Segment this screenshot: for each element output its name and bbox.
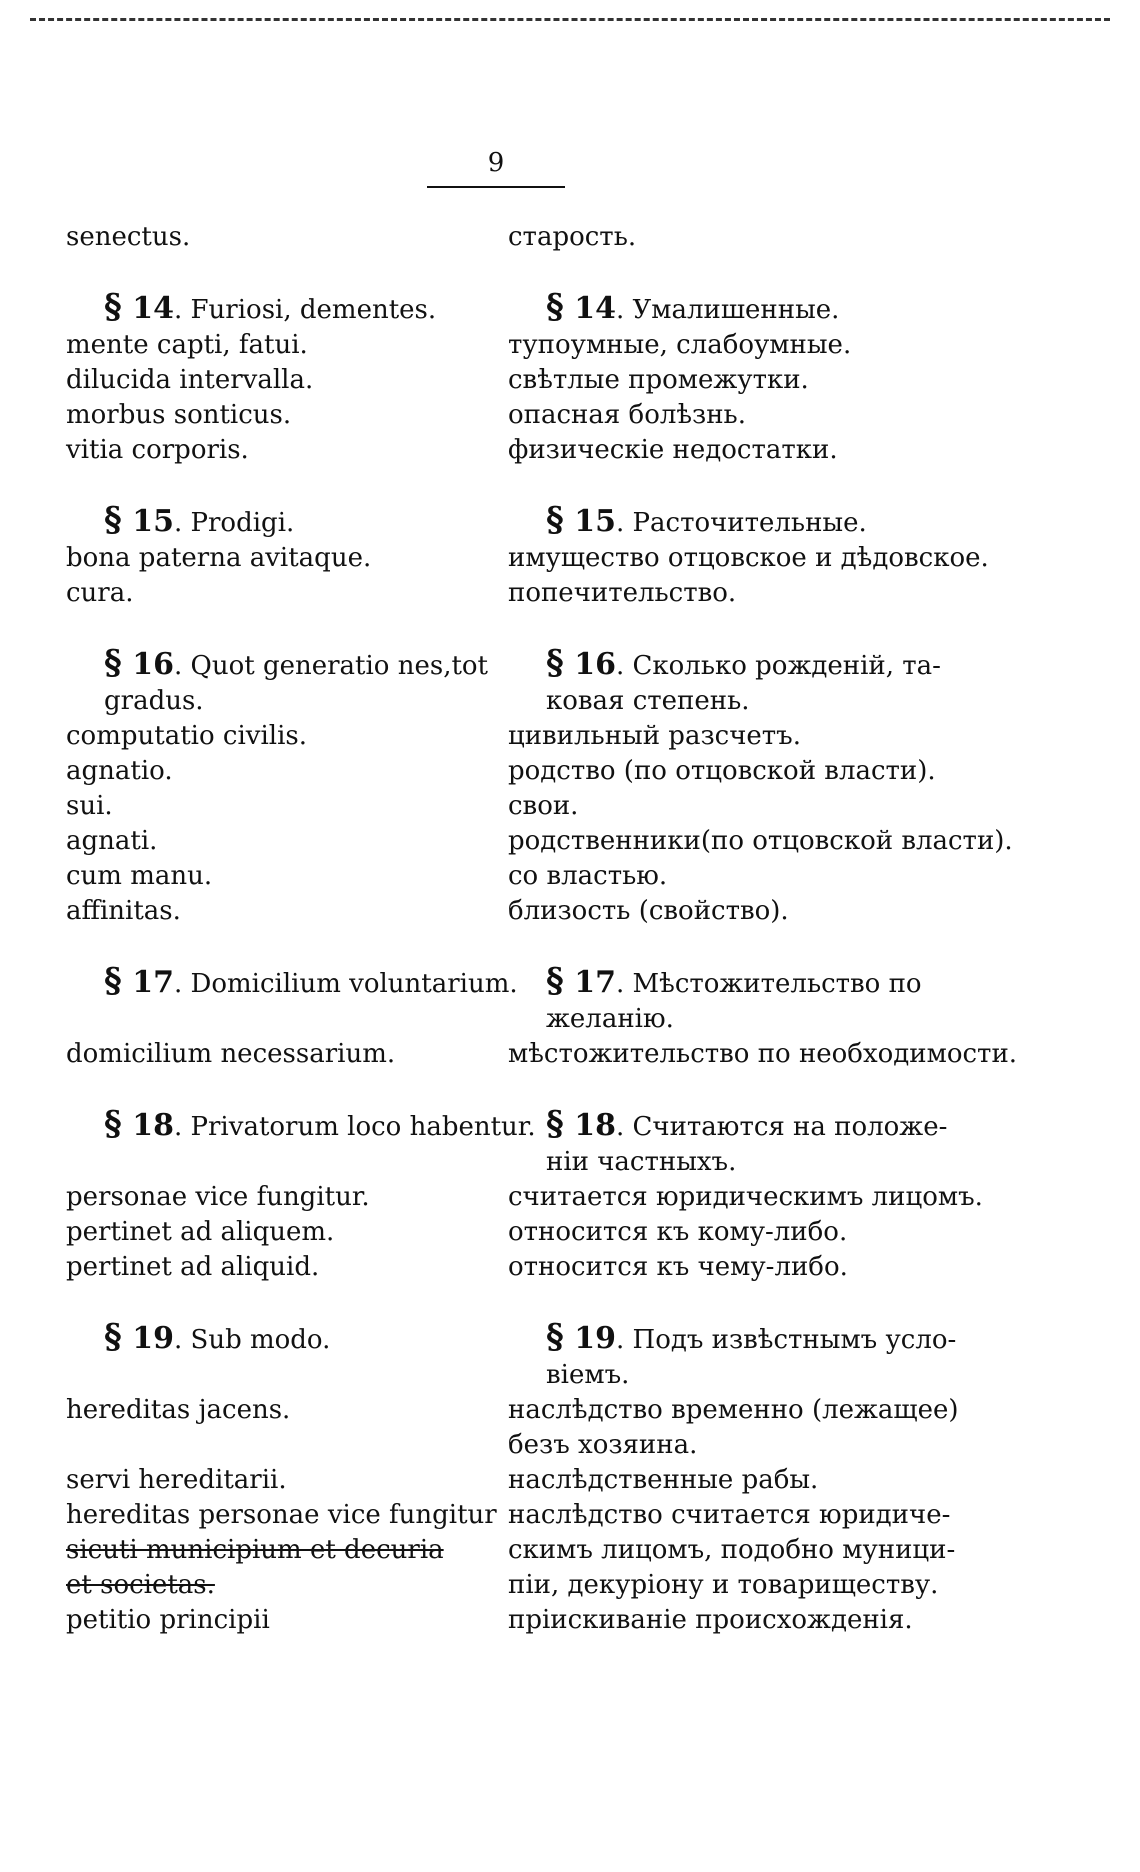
page-number: 9 bbox=[427, 148, 565, 188]
section-title: . Domicilium voluntarium. bbox=[173, 969, 518, 999]
russian-term: скимъ лицомъ, подобно муници- bbox=[508, 1535, 956, 1565]
latin-block bbox=[66, 643, 506, 929]
latin-block bbox=[66, 1317, 506, 1638]
latin-block bbox=[66, 500, 506, 611]
russian-term: со властью. bbox=[508, 861, 668, 891]
russian-block bbox=[508, 643, 1013, 929]
russian-term: близость (свойство). bbox=[508, 896, 789, 926]
section-title: . Sub modo. bbox=[173, 1325, 331, 1355]
russian-block bbox=[508, 287, 934, 468]
section-number: 17 bbox=[563, 965, 616, 1000]
latin-term: vitia corporis. bbox=[66, 435, 249, 465]
latin-column bbox=[66, 220, 536, 1638]
latin-term: cura. bbox=[66, 578, 134, 608]
section-title-continued: желанію. bbox=[546, 1004, 674, 1034]
section-heading bbox=[66, 500, 506, 541]
section-sign: § bbox=[104, 500, 122, 540]
russian-term: цивильный разсчетъ. bbox=[508, 721, 801, 751]
latin-term: bona paterna avitaque. bbox=[66, 543, 372, 573]
russian-term: пріискиваніе происхожденія. bbox=[508, 1605, 913, 1635]
russian-term: наслѣдство считается юридиче- bbox=[508, 1500, 951, 1530]
latin-term: cum manu. bbox=[66, 861, 213, 891]
latin-block bbox=[66, 1104, 536, 1285]
latin-block bbox=[66, 961, 518, 1072]
latin-term: affinitas. bbox=[66, 896, 181, 926]
latin-term: agnatio. bbox=[66, 756, 173, 786]
section-title-continued: віемъ. bbox=[546, 1360, 630, 1390]
russian-block bbox=[508, 220, 934, 255]
latin-term: senectus. bbox=[66, 222, 191, 252]
latin-term: dilucida intervalla. bbox=[66, 365, 314, 395]
latin-term: domicilium necessarium. bbox=[66, 1039, 396, 1069]
section-title-continued: ніи частныхъ. bbox=[546, 1147, 737, 1177]
section-heading bbox=[508, 1104, 948, 1145]
section-heading bbox=[508, 961, 934, 1002]
latin-term: mente capti, fatui. bbox=[66, 330, 308, 360]
latin-term: petitio principii bbox=[66, 1605, 270, 1635]
latin-term bbox=[66, 1428, 506, 1463]
section-title: . Подъ извѣстнымъ усло- bbox=[615, 1325, 957, 1355]
latin-term: pertinet ad aliquem. bbox=[66, 1217, 335, 1247]
section-number: 18 bbox=[563, 1108, 616, 1143]
russian-term: относится къ чему-либо. bbox=[508, 1252, 848, 1282]
section-sign: § bbox=[546, 1317, 564, 1357]
section-heading bbox=[508, 287, 934, 328]
top-rule bbox=[30, 18, 1110, 21]
section-title-continued: gradus. bbox=[104, 686, 204, 716]
struck-through-text: et societas. bbox=[66, 1570, 215, 1600]
russian-column bbox=[508, 220, 1018, 1638]
section-sign: § bbox=[104, 961, 122, 1001]
section-number: 17 bbox=[121, 965, 174, 1000]
russian-block bbox=[508, 1317, 959, 1638]
latin-term bbox=[66, 1002, 506, 1037]
section-heading bbox=[508, 643, 941, 684]
section-sign: § bbox=[104, 643, 122, 683]
section-title: . Privatorum loco habentur. bbox=[173, 1112, 536, 1142]
section-number: 14 bbox=[121, 291, 174, 326]
section-number: 16 bbox=[121, 647, 174, 682]
russian-block bbox=[508, 961, 1018, 1072]
section-heading bbox=[66, 643, 506, 684]
section-number: 19 bbox=[121, 1321, 174, 1356]
section-heading bbox=[66, 1317, 506, 1358]
russian-term: свѣтлые промежутки. bbox=[508, 365, 809, 395]
latin-term: servi hereditarii. bbox=[66, 1465, 287, 1495]
russian-term: родственники(по отцовской власти). bbox=[508, 826, 1013, 856]
section-title: . Умалишенные. bbox=[615, 295, 840, 325]
latin-term bbox=[66, 1145, 506, 1180]
section-title: . Prodigi. bbox=[173, 508, 295, 538]
latin-term: sui. bbox=[66, 791, 113, 821]
section-number: 15 bbox=[121, 504, 174, 539]
latin-term bbox=[66, 1358, 506, 1393]
section-sign: § bbox=[104, 1104, 122, 1144]
russian-term: тупоумные, слабоумные. bbox=[508, 330, 852, 360]
section-sign: § bbox=[546, 500, 564, 540]
russian-term: считается юридическимъ лицомъ. bbox=[508, 1182, 983, 1212]
latin-term: agnati. bbox=[66, 826, 158, 856]
russian-term: родство (по отцовской власти). bbox=[508, 756, 936, 786]
section-title: . Furiosi, dementes. bbox=[173, 295, 437, 325]
section-sign: § bbox=[546, 643, 564, 683]
russian-term: свои. bbox=[508, 791, 579, 821]
latin-term: computatio civilis. bbox=[66, 721, 308, 751]
russian-term: физическіе недостатки. bbox=[508, 435, 838, 465]
section-title: . Считаются на положе- bbox=[615, 1112, 948, 1142]
section-number: 15 bbox=[563, 504, 616, 539]
russian-block bbox=[508, 500, 989, 611]
section-sign: § bbox=[104, 1317, 122, 1357]
struck-through-text: sicuti municipium et decuria bbox=[66, 1535, 444, 1565]
section-number: 19 bbox=[563, 1321, 616, 1356]
russian-term: имущество отцовское и дѣдовское. bbox=[508, 543, 989, 573]
russian-term: попечительство. bbox=[508, 578, 737, 608]
russian-term: наслѣдство временно (лежащее) bbox=[508, 1395, 959, 1425]
russian-term: старость. bbox=[508, 222, 637, 252]
latin-block bbox=[66, 287, 506, 468]
section-sign: § bbox=[546, 1104, 564, 1144]
russian-term: наслѣдственные рабы. bbox=[508, 1465, 819, 1495]
latin-block bbox=[66, 220, 506, 255]
section-number: 16 bbox=[563, 647, 616, 682]
russian-term: піи, декуріону и товариществу. bbox=[508, 1570, 939, 1600]
russian-term: безъ хозяина. bbox=[508, 1430, 698, 1460]
section-heading bbox=[66, 1104, 536, 1145]
section-number: 14 bbox=[563, 291, 616, 326]
section-title: . Расточительные. bbox=[615, 508, 867, 538]
section-title: . Quot generatio nes,tot bbox=[173, 651, 489, 681]
russian-term: мѣстожительство по необходимости. bbox=[508, 1039, 1018, 1069]
russian-block bbox=[508, 1104, 983, 1285]
section-heading bbox=[508, 1317, 957, 1358]
latin-term: personae vice fungitur. bbox=[66, 1182, 370, 1212]
latin-term: hereditas personae vice fungitur bbox=[66, 1500, 497, 1530]
russian-term: опасная болѣзнь. bbox=[508, 400, 746, 430]
section-sign: § bbox=[546, 287, 564, 327]
russian-term: относится къ кому-либо. bbox=[508, 1217, 848, 1247]
section-sign: § bbox=[104, 287, 122, 327]
section-title: . Мѣстожительство по bbox=[615, 969, 922, 999]
section-title: . Сколько рожденій, та- bbox=[615, 651, 941, 681]
latin-term: pertinet ad aliquid. bbox=[66, 1252, 320, 1282]
latin-term: hereditas jacens. bbox=[66, 1395, 291, 1425]
section-number: 18 bbox=[121, 1108, 174, 1143]
section-heading bbox=[508, 500, 934, 541]
latin-term: morbus sonticus. bbox=[66, 400, 292, 430]
section-heading bbox=[66, 287, 506, 328]
section-sign: § bbox=[546, 961, 564, 1001]
section-heading bbox=[66, 961, 518, 1002]
section-title-continued: ковая степень. bbox=[546, 686, 750, 716]
